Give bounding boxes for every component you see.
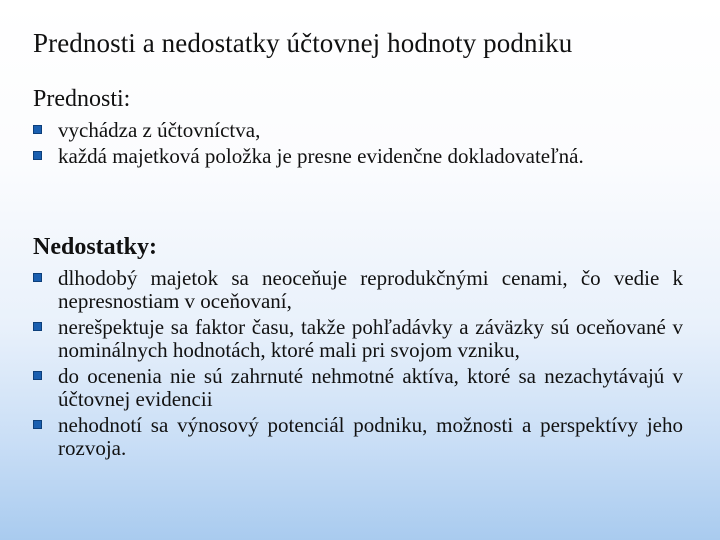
list-item [33, 316, 683, 362]
square-bullet-icon [33, 371, 42, 380]
list-item-text: nerešpektuje sa faktor času, takže pohľadávky a záväzky sú oceňované v nominálnych hodnotách, ktoré mali pri svojom vzniku, [58, 315, 683, 362]
advantages-section [33, 86, 683, 171]
advantages-heading-text: Prednosti [33, 86, 124, 112]
list-item [33, 365, 683, 411]
square-bullet-icon [33, 420, 42, 429]
disadvantages-heading [33, 234, 683, 261]
advantages-heading-colon: : [123, 86, 131, 112]
list-item [33, 414, 683, 460]
list-item-text: dlhodobý majetok sa neoceňuje reprodukčnými cenami, čo vedie k nepresnostiam v oceňovaní, [58, 266, 683, 313]
advantages-list [33, 119, 683, 168]
disadvantages-list [33, 267, 683, 460]
list-item [33, 267, 683, 313]
square-bullet-icon [33, 151, 42, 160]
square-bullet-icon [33, 125, 42, 134]
list-item-text: nehodnotí sa výnosový potenciál podniku, možnosti a perspektívy jeho rozvoja. [58, 413, 683, 460]
square-bullet-icon [33, 322, 42, 331]
disadvantages-section [33, 234, 683, 463]
list-item [33, 145, 683, 168]
list-item-text: každá majetková položka je presne evidenčne dokladovateľná. [58, 144, 584, 168]
disadvantages-heading-text: Nedostatky: [33, 234, 157, 260]
page-title: Prednosti a nedostatky účtovnej hodnoty podniku [33, 28, 573, 58]
square-bullet-icon [33, 273, 42, 282]
list-item-text: do ocenenia nie sú zahrnuté nehmotné aktíva, ktoré sa nezachytávajú v účtovnej evidencii [58, 364, 683, 411]
advantages-heading [33, 86, 683, 113]
list-item [33, 119, 683, 142]
list-item-text: vychádza z účtovníctva, [58, 118, 261, 142]
